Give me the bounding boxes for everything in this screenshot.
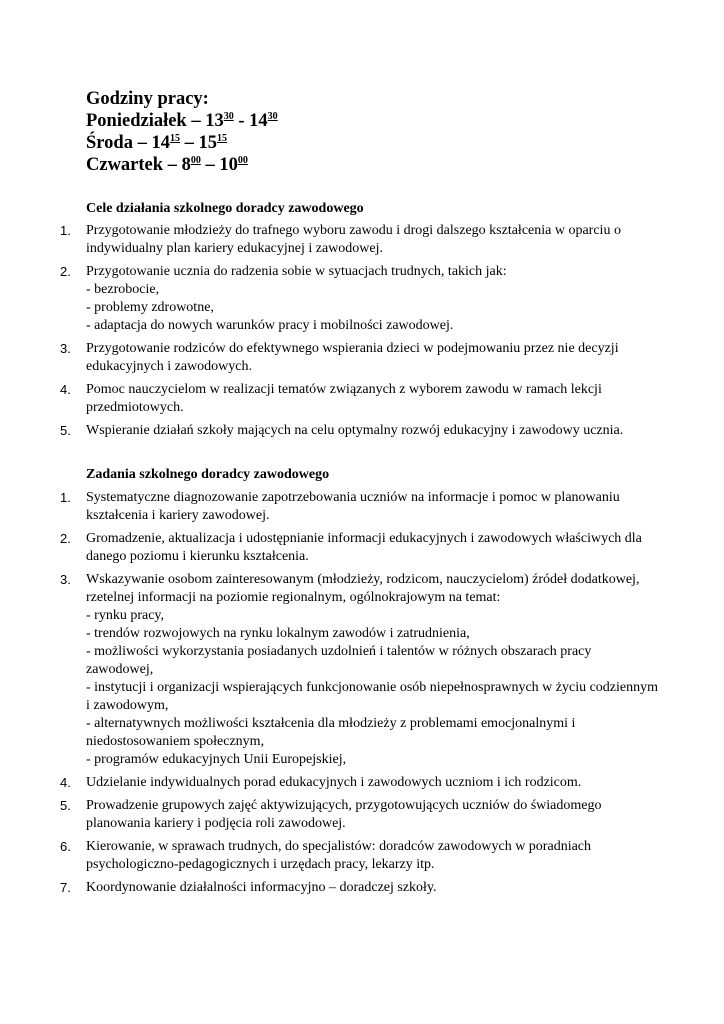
start-hour: 14 [151, 133, 170, 153]
list-item-line: - programów edukacyjnych Unii Europejskiej, [86, 752, 347, 767]
list-item-line: przedmiotowych. [86, 400, 184, 415]
list-item-line: psychologiczno-pedagogicznych i urzędach pracy, lekarzy itp. [86, 857, 435, 872]
list-item-line: Pomoc nauczycielom w realizacji tematów związanych z wyborem zawodu w ramach lekcji [86, 382, 602, 397]
list-item-line: indywidualny plan kariery edukacyjnej i zawodowej. [86, 241, 384, 256]
goals-section-title: Cele działania szkolnego doradcy zawodowego [86, 201, 364, 216]
list-item-line: - trendów rozwojowych na rynku lokalnym zawodów i zatrudnienia, [86, 626, 470, 641]
list-item-line: Prowadzenie grupowych zajęć aktywizujących, przygotowujących uczniów do świadomego [86, 798, 602, 813]
list-item-line: zawodowej, [86, 662, 154, 677]
list-item-line: - bezrobocie, [86, 282, 160, 297]
list-item-text [86, 222, 690, 258]
list-item-line: niedostosowaniem społecznym, [86, 734, 265, 749]
list-item-text [86, 838, 690, 874]
start-minutes: 15 [169, 133, 180, 144]
time-separator: - [233, 111, 250, 131]
list-item-line: Koordynowanie działalności informacyjno – doradczej szkoły. [86, 880, 437, 895]
working-hours-title: Godziny pracy: [86, 89, 209, 109]
list-item-line: kształcenia i kariery zawodowej. [86, 508, 270, 523]
list-item-line: - możliwości wykorzystania posiadanych uzdolnień i talentów w różnych obszarach pracy [86, 644, 592, 659]
list-item-line: - instytucji i organizacji wspierających funkcjonowanie osób niepełnosprawnych w życiu codziennym [86, 680, 659, 695]
start-minutes: 00 [190, 155, 201, 166]
list-item-line: Gromadzenie, aktualizacja i udostępnianie informacji edukacyjnych i zawodowych właściwych dla [86, 531, 642, 546]
list-item-line: Wskazywanie osobom zainteresowanym (młodzieży, rodzicom, nauczycielom) źródeł dodatkowej, [86, 572, 640, 587]
list-item-text [86, 530, 690, 566]
list-item-text [86, 381, 690, 417]
list-item-line: Systematyczne diagnozowanie zapotrzebowania uczniów na informacje i pomoc w planowaniu [86, 490, 620, 505]
tasks-section-title: Zadania szkolnego doradcy zawodowego [86, 467, 330, 482]
start-minutes: 30 [223, 111, 234, 122]
list-item-line: edukacyjnych i zawodowych. [86, 359, 252, 374]
start-hour: 13 [205, 111, 224, 131]
time-separator: – [200, 155, 220, 175]
list-item-line: - rynku pracy, [86, 608, 165, 623]
list-item-text [86, 422, 690, 440]
start-hour: 8 [181, 155, 191, 175]
list-item-number: 6. [60, 839, 71, 854]
end-hour: 15 [198, 133, 217, 153]
list-item-line: danego poziomu i kierunku kształcenia. [86, 549, 309, 564]
list-item-number: 1. [60, 490, 71, 505]
hours-row-thursday: Czwartek – $8^{00} - 10^{00}$ [86, 155, 248, 175]
end-minutes: 15 [216, 133, 227, 144]
list-item-text [86, 263, 690, 335]
list-item-number: 7. [60, 880, 71, 895]
day-name: Czwartek [86, 155, 164, 175]
list-item-line: planowania kariery i podjęcia roli zawodowej. [86, 816, 346, 831]
list-item-number: 3. [60, 341, 71, 356]
list-item-text [86, 774, 690, 792]
list-item-number: 5. [60, 423, 71, 438]
hours-row-monday: Poniedziałek – $13^{30} - 14^{30}$ [86, 111, 278, 131]
list-item-line: Kierowanie, w sprawach trudnych, do specjalistów: doradców zawodowych w poradniach [86, 839, 592, 854]
list-item-text [86, 340, 690, 376]
end-hour: 14 [249, 111, 268, 131]
list-item-line: - adaptacja do nowych warunków pracy i mobilności zawodowej. [86, 318, 454, 333]
list-item-text [86, 797, 690, 833]
working-hours [86, 88, 646, 176]
list-item-number: 1. [60, 223, 71, 238]
list-item-number: 5. [60, 798, 71, 813]
list-item-line: Przygotowanie ucznia do radzenia sobie w sytuacjach trudnych, takich jak: [86, 264, 507, 279]
list-item-line: Przygotowanie rodziców do efektywnego wspierania dzieci w podejmowaniu przez nie decyzji [86, 341, 619, 356]
hours-row-wednesday: Środa – $14^{15} - 15^{15}$ [86, 133, 227, 153]
list-item-text [86, 489, 690, 525]
list-item-line: i zawodowym, [86, 698, 169, 713]
list-item-number: 4. [60, 775, 71, 790]
time-separator: – [179, 133, 199, 153]
list-item-line: Udzielanie indywidualnych porad edukacyjnych i zawodowych uczniom i ich rodzicom. [86, 775, 582, 790]
day-name: Poniedziałek [86, 111, 187, 131]
list-item-number: 3. [60, 572, 71, 587]
list-item-number: 2. [60, 264, 71, 279]
list-item-line: Wspieranie działań szkoły mających na celu optymalny rozwój edukacyjny i zawodowy ucznia. [86, 423, 624, 438]
list-item-number: 4. [60, 382, 71, 397]
list-item-line: - alternatywnych możliwości kształcenia dla młodzieży z problemami emocjonalnymi i [86, 716, 576, 731]
list-item-number: 2. [60, 531, 71, 546]
end-minutes: 00 [237, 155, 248, 166]
end-minutes: 30 [267, 111, 278, 122]
day-name: Środa [86, 133, 133, 153]
list-item-text [86, 879, 690, 897]
end-hour: 10 [219, 155, 238, 175]
list-item-line: Przygotowanie młodzieży do trafnego wyboru zawodu i drogi dalszego kształcenia w oparciu o [86, 223, 621, 238]
list-item-text [86, 571, 690, 769]
list-item-line: rzetelnej informacji na poziomie regionalnym, ogólnokrajowym na temat: [86, 590, 501, 605]
list-item-line: - problemy zdrowotne, [86, 300, 214, 315]
